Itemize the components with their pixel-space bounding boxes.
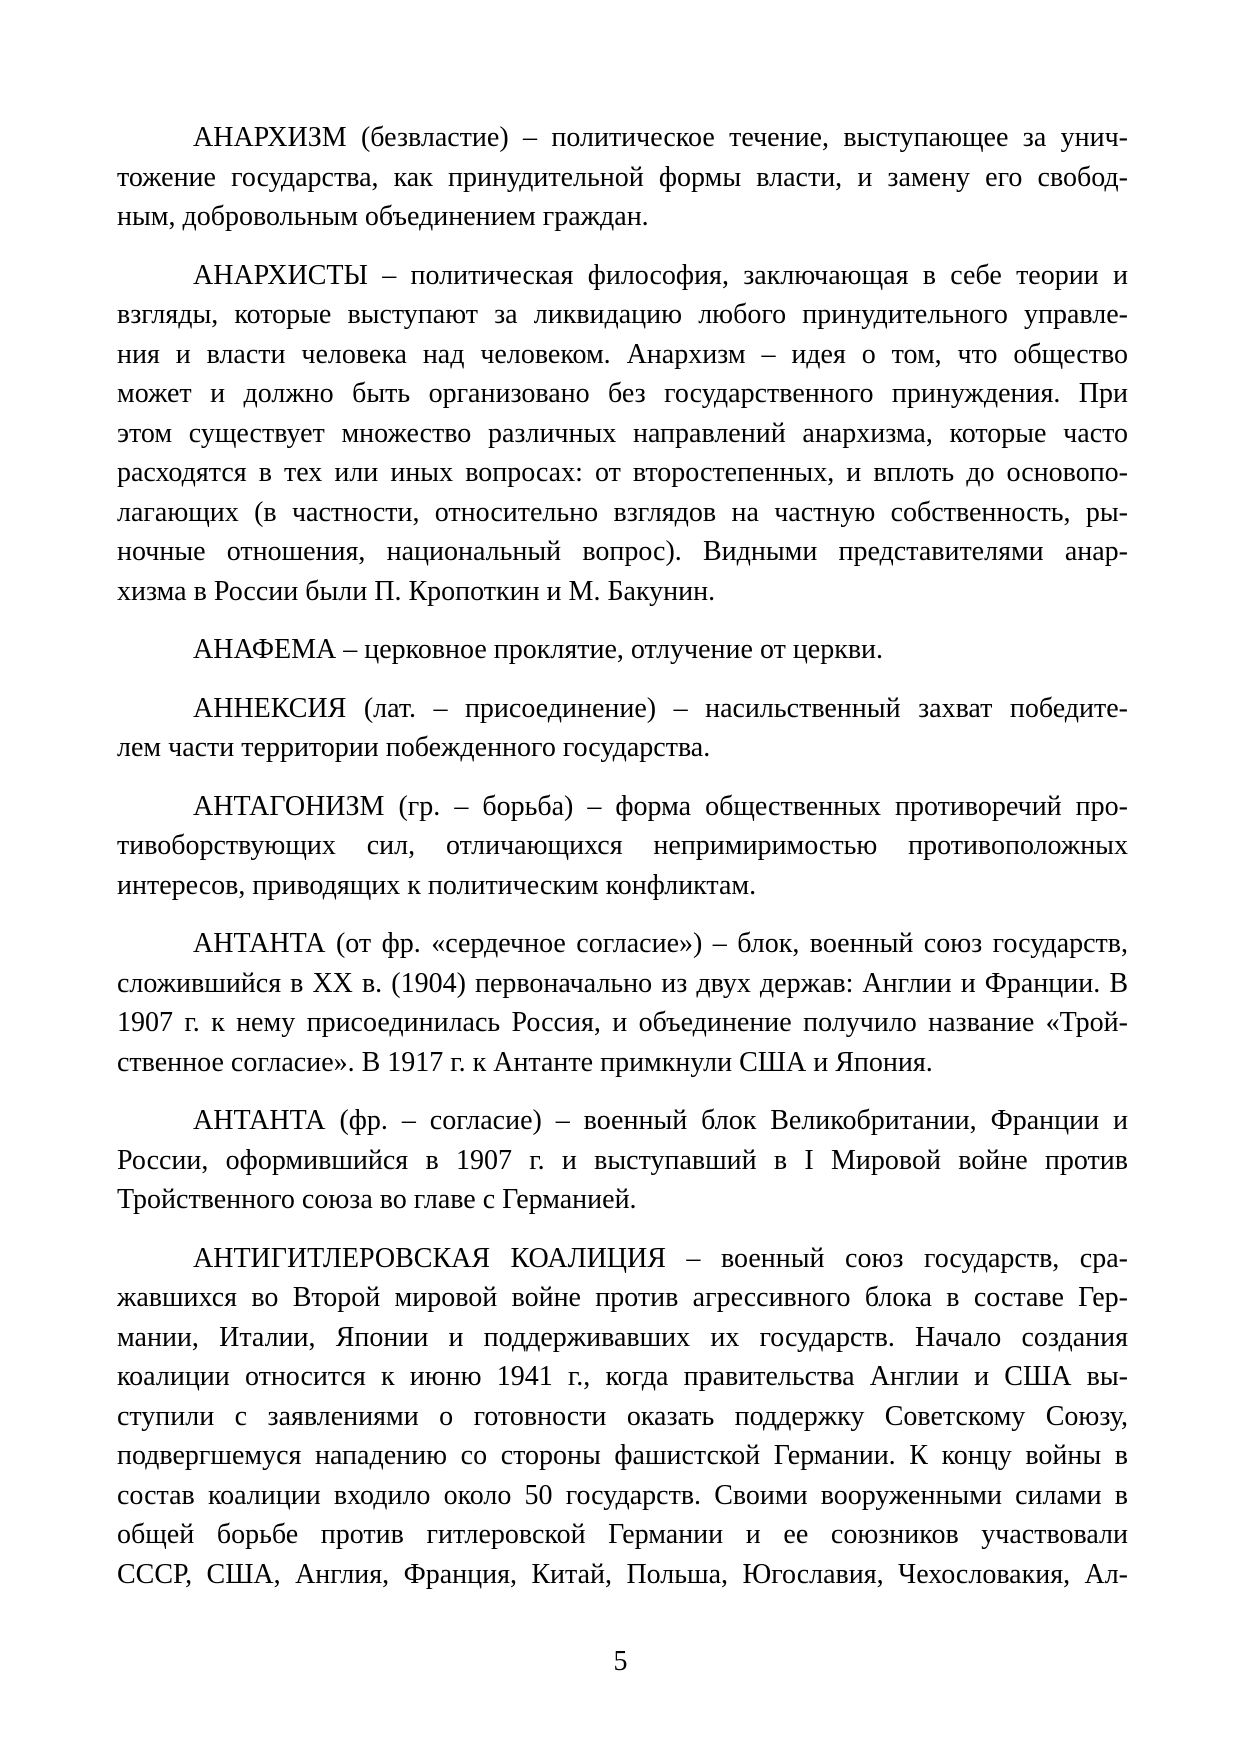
glossary-text (117, 118, 1128, 1613)
glossary-term-line: АНАРХИЗМ (безвластие) – политическое течение, выступающее за унич- (193, 122, 1128, 153)
glossary-paragraph (117, 1239, 1128, 1595)
glossary-term-line: АННЕКСИЯ (лат. – присоединение) – насильственный захват победите- (193, 692, 1128, 724)
text-line: расходятся в тех или иных вопросах: от второстепенных, и вплоть до основопо- (117, 457, 1128, 488)
text-line: общей борьбе против гитлеровской Германии и ее союзников участвовали (117, 1519, 1128, 1550)
text-line: может и должно быть организовано без государственного принуждения. При (117, 378, 1128, 409)
text-line: 1907 г. к нему присоединилась Россия, и объединение получило название «Трой- (117, 1007, 1128, 1038)
glossary-paragraph (117, 1101, 1128, 1220)
text-line: жавшихся во Второй мировой войне против агрессивного блока в составе Гер- (117, 1282, 1128, 1313)
glossary-term-line: АНТАГОНИЗМ (гр. – борьба) – форма общественных противоречий про- (193, 790, 1128, 822)
text-line: ступили с заявлениями о готовности оказать поддержку Советскому Союзу, (117, 1400, 1128, 1432)
glossary-term-line: АНАФЕМА – церковное проклятие, отлучение от церкви. (193, 634, 884, 665)
text-line: мании, Италии, Японии и поддерживавших их государств. Начало создания (117, 1321, 1128, 1353)
text-line: состав коалиции входило около 50 государств. Своими вооруженными силами в (117, 1479, 1128, 1511)
page-number: 5 (613, 1646, 628, 1677)
text-line: ственное согласие». В 1917 г. к Антанте примкнули США и Япония. (117, 1046, 933, 1078)
glossary-term-line: АНАРХИСТЫ – политическая философия, заключающая в себе теории и (193, 259, 1128, 291)
text-line: сложившийся в XX в. (1904) первоначально из двух держав: Англии и Франции. В (117, 967, 1128, 999)
glossary-paragraph (117, 689, 1128, 768)
text-line: СССР, США, Англия, Франция, Китай, Польша, Югославия, Чехословакия, Ал- (117, 1558, 1128, 1590)
text-line: ночные отношения, национальный вопрос). Видными представителями анар- (117, 536, 1128, 567)
text-line: ния и власти человека над человеком. Анархизм – идея о том, что общество (117, 338, 1128, 370)
glossary-term-line: АНТИГИТЛЕРОВСКАЯ КОАЛИЦИЯ – военный союз государств, сра- (193, 1242, 1128, 1274)
text-line: тожение государства, как принудительной формы власти, и замену его свобод- (117, 161, 1128, 193)
glossary-paragraph (117, 630, 1128, 670)
glossary-paragraph (117, 256, 1128, 612)
text-line: коалиции относится к июню 1941 г., когда правительства Англии и США вы- (117, 1361, 1128, 1392)
text-line: лем части территории побежденного государства. (117, 732, 711, 763)
text-line: Тройственного союза во главе с Германией. (117, 1184, 637, 1215)
text-line: интересов, приводящих к политическим конфликтам. (117, 869, 757, 901)
text-line: тивоборствующих сил, отличающихся непримиримостью противоположных (117, 830, 1128, 861)
text-line: России, оформившийся в 1907 г. и выступавший в I Мировой войне против (117, 1144, 1128, 1176)
text-line: хизма в России были П. Кропоткин и М. Бакунин. (117, 575, 716, 607)
text-line: подвергшемуся нападению со стороны фашистской Германии. К концу войны в (117, 1440, 1128, 1471)
text-line: взгляды, которые выступают за ликвидацию любого принудительного управле- (117, 299, 1128, 330)
text-line: этом существует множество различных направлений анархизма, которые часто (117, 417, 1128, 449)
glossary-paragraph (117, 118, 1128, 237)
text-line: ным, добровольным объединением граждан. (117, 201, 649, 232)
glossary-paragraph (117, 787, 1128, 906)
glossary-paragraph (117, 924, 1128, 1082)
glossary-term-line: АНТАНТА (от фр. «сердечное согласие») – блок, военный союз государств, (193, 928, 1128, 959)
text-line: лагающих (в частности, относительно взглядов на частную собственность, ры- (117, 496, 1128, 528)
glossary-term-line: АНТАНТА (фр. – согласие) – военный блок Великобритании, Франции и (193, 1105, 1128, 1136)
